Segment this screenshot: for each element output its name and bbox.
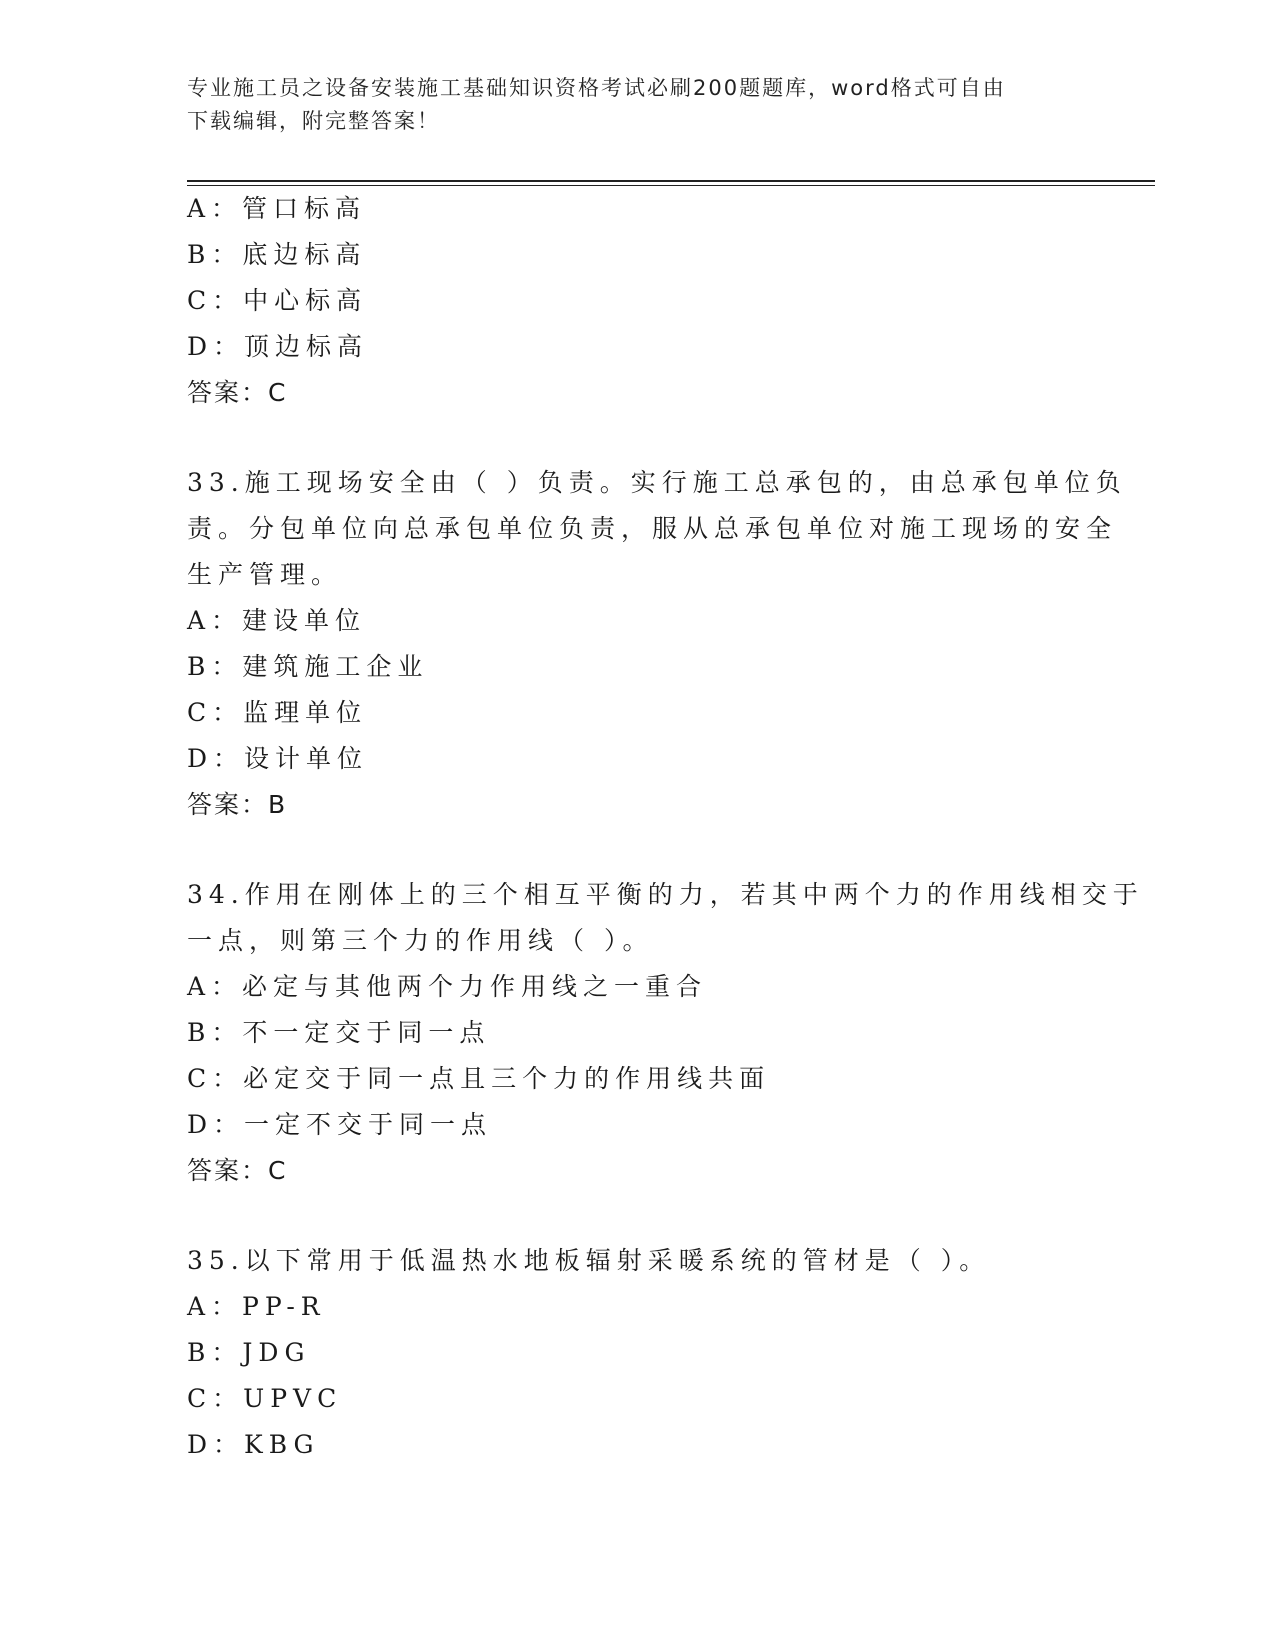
option-a: A：必定与其他两个力作用线之一重合 xyxy=(187,972,708,1001)
answer-line: 答案：B xyxy=(187,790,288,819)
option-c: C：UPVC xyxy=(187,1384,343,1413)
question-stem-line-1: 35.以下常用于低温热水地板辐射采暖系统的管材是（ ）。 xyxy=(187,1246,991,1275)
option-c: C：监理单位 xyxy=(187,698,368,727)
document-header xyxy=(187,72,1067,138)
question-34 xyxy=(187,872,1144,1194)
option-a: A：建设单位 xyxy=(187,606,367,635)
question-35 xyxy=(187,1238,1087,1468)
question-32 xyxy=(187,186,1087,416)
option-d: D：KBG xyxy=(187,1430,320,1459)
option-a: A：管口标高 xyxy=(187,194,367,223)
option-d: D：一定不交于同一点 xyxy=(187,1110,493,1139)
question-stem-line-1: 33.施工现场安全由（ ）负责。实行施工总承包的，由总承包单位负 xyxy=(187,468,1127,497)
question-stem-line-1: 34.作用在刚体上的三个相互平衡的力，若其中两个力的作用线相交于 xyxy=(187,880,1144,909)
header-line-1: 专业施工员之设备安装施工基础知识资格考试必刷200题题库，word格式可自由 xyxy=(187,76,1006,100)
question-list xyxy=(187,186,1144,1468)
spacer xyxy=(187,416,1087,460)
spacer xyxy=(187,1194,1087,1238)
answer-line: 答案：C xyxy=(187,1156,288,1185)
option-d: D：设计单位 xyxy=(187,744,369,773)
question-stem-line-2: 责。分包单位向总承包单位负责，服从总承包单位对施工现场的安全 xyxy=(187,514,1118,543)
spacer xyxy=(187,828,1087,872)
option-b: B：不一定交于同一点 xyxy=(187,1018,491,1047)
answer-line: 答案：C xyxy=(187,378,288,407)
option-b: B：JDG xyxy=(187,1338,311,1367)
header-line-2: 下载编辑，附完整答案！ xyxy=(187,109,440,133)
option-a: A：PP-R xyxy=(187,1292,326,1321)
question-stem-line-3: 生产管理。 xyxy=(187,560,343,589)
option-b: B：底边标高 xyxy=(187,240,367,269)
header-divider-thick xyxy=(187,180,1155,182)
option-c: C：中心标高 xyxy=(187,286,368,315)
option-c: C：必定交于同一点且三个力的作用线共面 xyxy=(187,1064,771,1093)
question-33 xyxy=(187,460,1127,828)
option-d: D：顶边标高 xyxy=(187,332,369,361)
question-stem-line-2: 一点，则第三个力的作用线（ ）。 xyxy=(187,926,654,955)
option-b: B：建筑施工企业 xyxy=(187,652,429,681)
